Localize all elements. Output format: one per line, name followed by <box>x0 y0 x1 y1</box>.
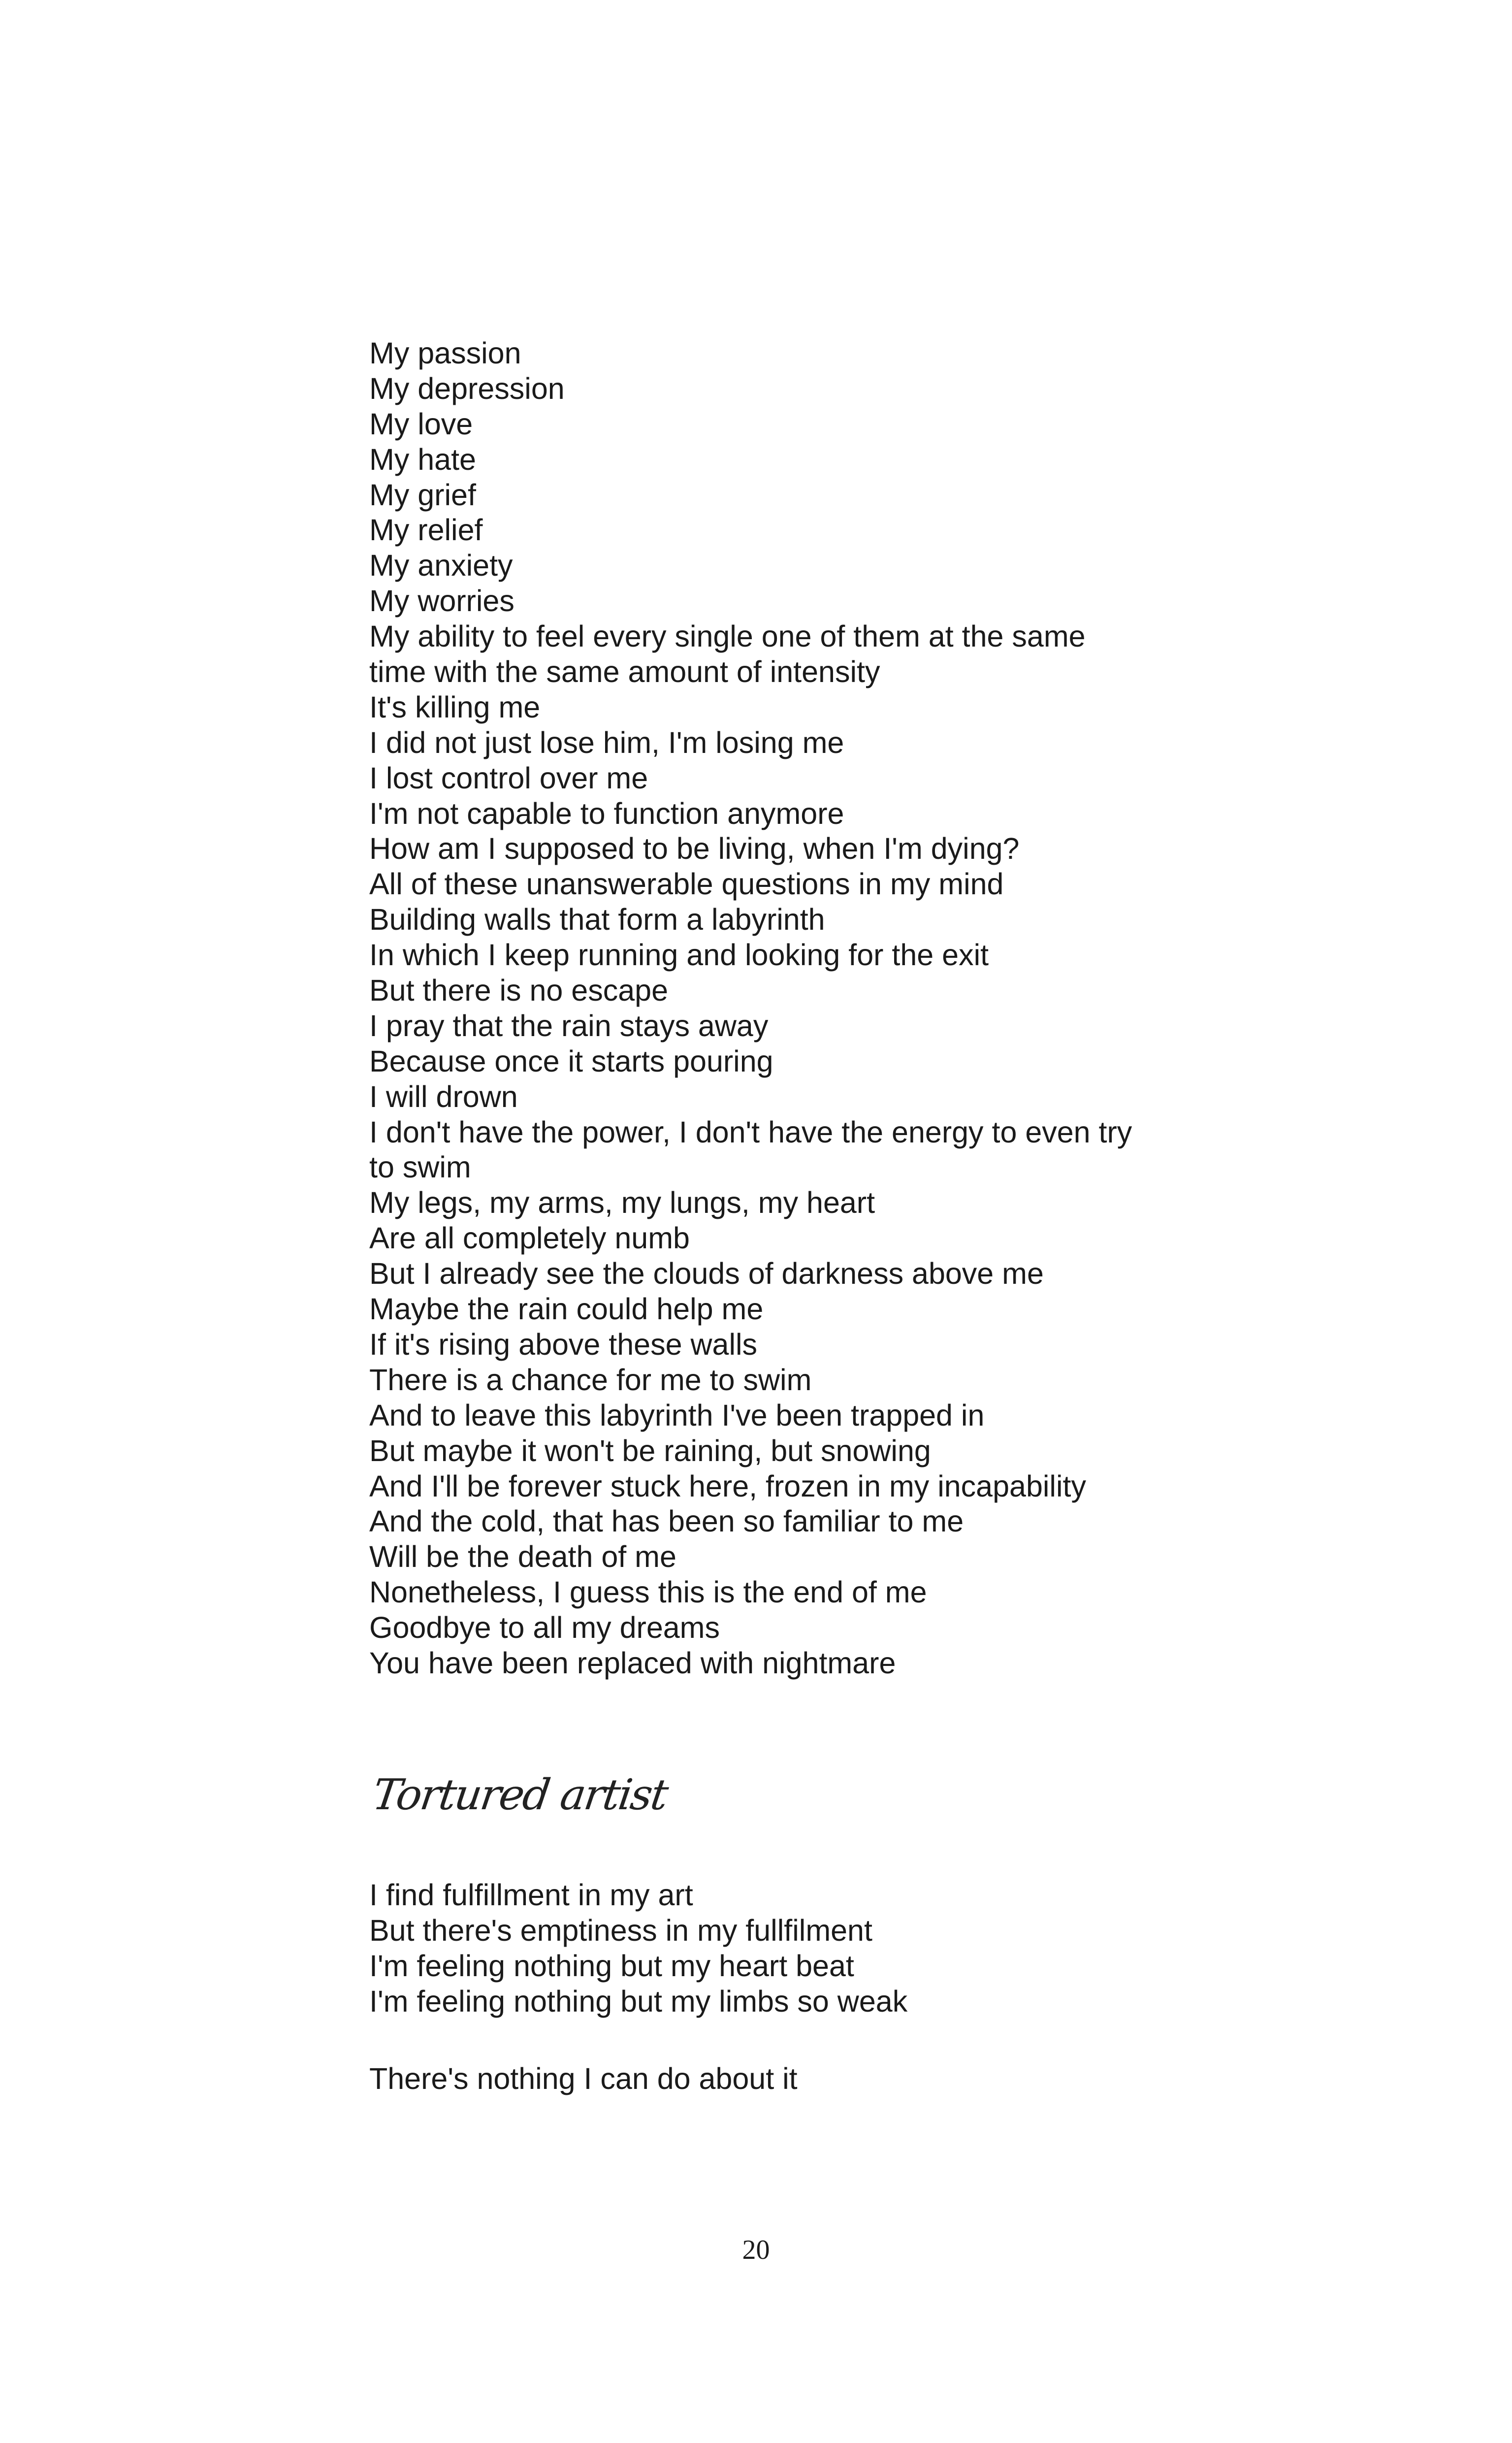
poem-line: Because once it starts pouring <box>369 1044 773 1078</box>
poem-line: I lost control over me <box>369 761 648 795</box>
poem-line: But there's emptiness in my fullfilment <box>369 1913 872 1947</box>
poem-line: My anxiety <box>369 549 513 583</box>
poem-line: You have been replaced with nightmare <box>369 1646 896 1680</box>
poem-body <box>369 336 1305 1681</box>
page-number: 20 <box>742 2235 770 2265</box>
poem-line: time with the same amount of intensity <box>369 655 880 689</box>
poem-line: My worries <box>369 584 515 618</box>
poem-line: Building walls that form a labyrinth <box>369 903 825 937</box>
poem-line: My legs, my arms, my lungs, my heart <box>369 1186 875 1220</box>
poem-line: I find fulfillment in my art <box>369 1878 693 1912</box>
poem-line: I did not just lose him, I'm losing me <box>369 725 844 759</box>
poem-line: There's nothing I can do about it <box>369 2062 798 2095</box>
poem-line: And I'll be forever stuck here, frozen in my incapability <box>369 1469 1086 1503</box>
poem-line: There is a chance for me to swim <box>369 1363 812 1397</box>
poem-line: My relief <box>369 513 483 547</box>
poem-line: I'm feeling nothing but my limbs so weak <box>369 1984 908 2018</box>
poem-line: My love <box>369 407 473 441</box>
poem-line: In which I keep running and looking for the exit <box>369 938 989 972</box>
poem-line: Will be the death of me <box>369 1540 676 1574</box>
poem-line: I'm feeling nothing but my heart beat <box>369 1949 854 1983</box>
poem-line: Are all completely numb <box>369 1221 690 1255</box>
poem-line: But I already see the clouds of darkness above me <box>369 1257 1044 1291</box>
poem-line: My ability to feel every single one of them at the same <box>369 619 1086 653</box>
poem-line: But maybe it won't be raining, but snowing <box>369 1433 931 1467</box>
poem-line: Nonetheless, I guess this is the end of me <box>369 1575 927 1609</box>
poem-line: I will drown <box>369 1079 518 1113</box>
poem-title: Tortured artist <box>369 1770 670 1820</box>
poem-line: I'm not capable to function anymore <box>369 796 844 830</box>
poem-line: I don't have the power, I don't have the energy to even try <box>369 1115 1132 1149</box>
poem-line: My grief <box>369 478 476 512</box>
poem-line: My hate <box>369 442 476 476</box>
poem-line: My passion <box>369 336 521 370</box>
poem-line: It's killing me <box>369 690 541 724</box>
poem-line: If it's rising above these walls <box>369 1327 758 1361</box>
poem-line: And the cold, that has been so familiar to me <box>369 1504 964 1538</box>
poem-line: All of these unanswerable questions in my mind <box>369 867 1004 901</box>
poem-line: I pray that the rain stays away <box>369 1009 769 1042</box>
poem-line: Maybe the rain could help me <box>369 1292 764 1326</box>
poem-line: to swim <box>369 1150 471 1184</box>
poem-line: My depression <box>369 371 565 405</box>
next-poem-stanza-1 <box>369 1878 1305 2020</box>
poem-line: And to leave this labyrinth I've been trapped in <box>369 1398 985 1432</box>
poem-line: But there is no escape <box>369 974 668 1008</box>
poem-line: Goodbye to all my dreams <box>369 1611 720 1645</box>
poem-line: How am I supposed to be living, when I'm dying? <box>369 832 1020 866</box>
